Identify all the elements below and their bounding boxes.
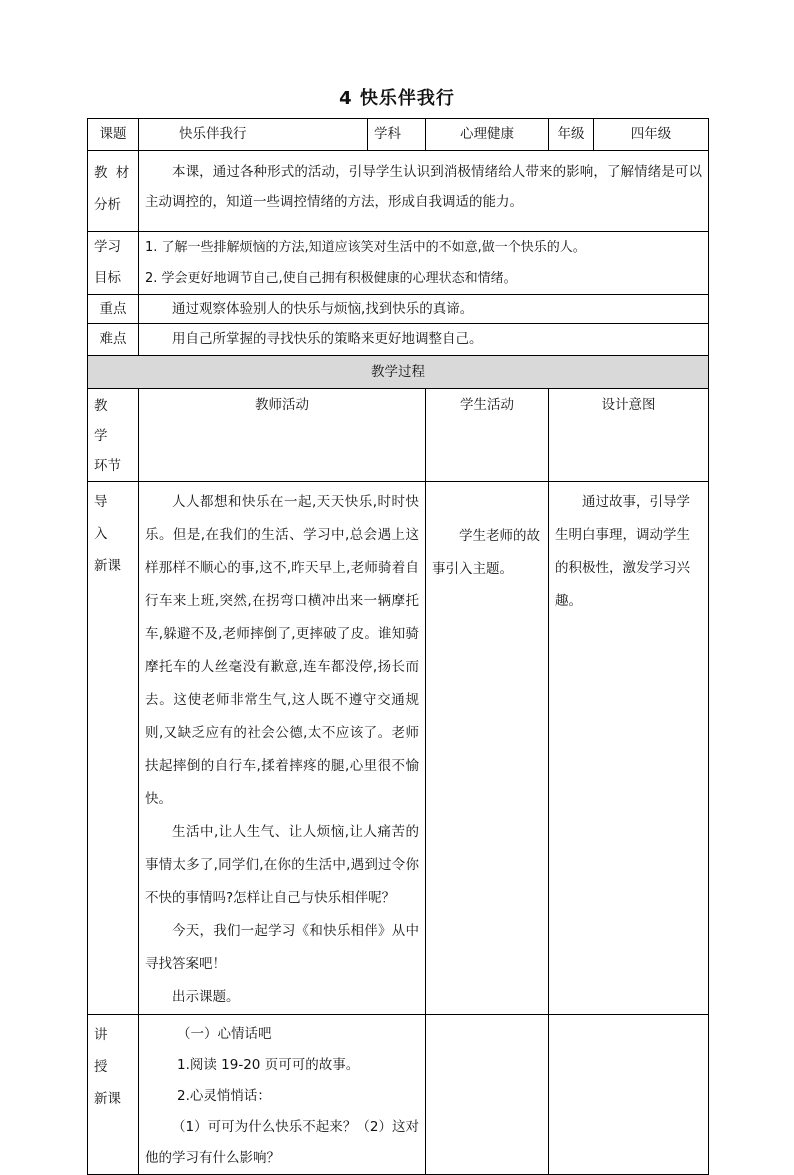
intro-stage: 导 入 新课 [88,482,139,1015]
keti-label: 课题 [88,119,139,151]
process-columns-row [88,389,709,482]
design-column-header: 设计意图 [549,389,709,482]
teacher-column-header: 教师活动 [139,389,426,482]
intro-student-activity: 学生老师的故事引入主题。 [426,482,549,1015]
intro-design-intent: 通过故事，引导学生明白事理，调动学生的积极性，激发学习兴趣。 [549,482,709,1015]
lecture-design-intent [549,1015,709,1175]
process-header-row [88,356,709,389]
lecture-row [88,1015,709,1175]
stage-column-header: 教 学 环节 [88,389,139,482]
goals-text: 1. 了解一些排解烦恼的方法,知道应该笑对生活中的不如意,做一个快乐的人。 2. 学会更好地调节自己,使自己拥有积极健康的心理状态和情绪。 [139,232,709,295]
lecture-teacher-activity: （一）心情话吧 1.阅读 19-20 页可可的故事。 2.心灵悄悄话： （1）可可为什么快乐不起来？（2）这对他的学习有什么影响？ [139,1015,426,1175]
intro-teacher-activity: 人人都想和快乐在一起,天天快乐,时时快乐。但是,在我们的生活、学习中,总会遇上这样那样不顺心的事,这不,昨天早上,老师骑着自行车来上班,突然,在拐弯口横冲出来一辆摩托车,躲避不及,老师摔倒了,更摔破了皮。谁知骑摩托车的人丝毫没有歉意,连车都没停,扬长而去。这使老师非常生气,这人既不遵守交通规则,又缺乏应有的社会公德,太不应该了。老师扶起摔倒的自行车,揉着摔疼的腿,心里很不愉快。 生活中,让人生气、让人烦恼,让人痛苦的事情太多了,同学们,在你的生活中,遇到过令你不快的事情吗?怎样让自己与快乐相伴呢？ 今天，我们一起学习《和快乐相伴》从中寻找答案吧！ 出示课题。 [139,482,426,1015]
goals-label: 学习 目标 [88,232,139,295]
keti-value: 快乐伴我行 [139,119,368,151]
difficulty-text: 用自己所掌握的寻找快乐的策略来更好地调整自己。 [139,324,709,356]
focus-label: 重点 [88,295,139,324]
analysis-text: 本课，通过各种形式的活动，引导学生认识到消极情绪给人带来的影响，了解情绪是可以主动调控的，知道一些调控情绪的方法，形成自我调适的能力。 [139,151,709,232]
lecture-student-activity [426,1015,549,1175]
goals-row [88,232,709,295]
difficulty-label: 难点 [88,324,139,356]
nianji-label: 年级 [549,119,594,151]
analysis-row [88,151,709,232]
page-title: 4 快乐伴我行 [339,88,455,109]
xueke-value: 心理健康 [426,119,549,151]
xueke-label: 学科 [368,119,426,151]
lesson-plan-table [87,118,709,1175]
focus-row [88,295,709,324]
process-header: 教学过程 [88,356,709,389]
student-column-header: 学生活动 [426,389,549,482]
lecture-stage: 讲 授 新课 [88,1015,139,1175]
difficulty-row [88,324,709,356]
focus-text: 通过观察体验别人的快乐与烦恼,找到快乐的真谛。 [139,295,709,324]
analysis-label: 教 材 分析 [88,151,139,232]
intro-row [88,482,709,1015]
nianji-value: 四年级 [594,119,709,151]
info-row [88,119,709,151]
